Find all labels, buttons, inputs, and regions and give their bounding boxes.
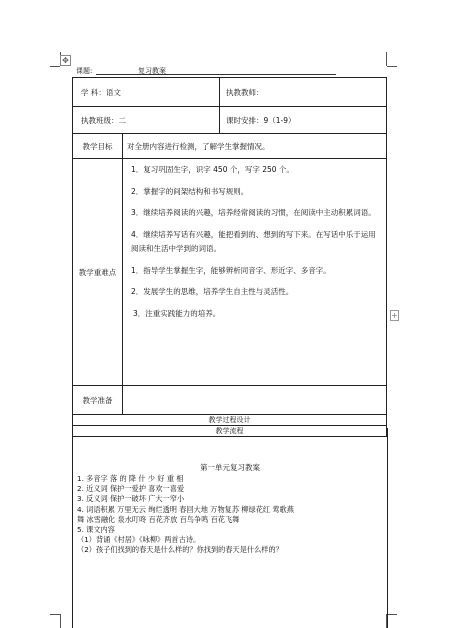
flow-content-area[interactable] <box>72 428 388 628</box>
goal-text[interactable]: 对全册内容进行检测，了解学生掌握情况。 <box>123 134 387 159</box>
review-line: （1）背诵《村居》《咏柳》两首古诗。 <box>77 535 201 545</box>
goal-label: 教学目标 <box>73 134 123 159</box>
crop-mark-top-left-h <box>50 66 60 67</box>
review-line: 4. 词语积累 万里无云 绚烂透明 春回大地 万物复苏 柳绿花红 莺歌燕 <box>77 504 294 514</box>
lesson-plan-table <box>72 77 387 437</box>
focus-item: 3．继续培养阅读的兴趣，培养经常阅读的习惯，在阅读中主动积累词语。 <box>131 208 376 217</box>
focus-item: 2．掌握字的间架结构和书写规则。 <box>131 186 249 196</box>
review-line: 3. 反义词 保护一破坏 广大一窄小 <box>77 494 185 504</box>
class-cell[interactable]: 执教班级：二 <box>73 107 220 134</box>
focus-list <box>127 159 382 321</box>
crop-mark-top-right-v <box>386 52 387 66</box>
crop-mark-bottom-right-h <box>387 614 397 615</box>
review-line: 2. 近义词 保护一爱护 喜欢一喜爱 <box>77 484 185 494</box>
focus-item: 3．注重实践能力的培养。 <box>133 308 221 318</box>
topic-label: 课题: <box>76 67 93 75</box>
table-resize-handle-icon[interactable]: + <box>391 311 398 320</box>
table-move-handle-icon[interactable]: ✥ <box>60 55 71 66</box>
schedule-cell[interactable]: 课时安排：9（1-9） <box>220 107 387 134</box>
unit-title: 第一单元复习教案 <box>200 463 260 472</box>
crop-mark-bottom-left-h <box>50 614 60 615</box>
review-line: （2）孩子们找到的春天是什么样的？你找到的春天是什么样的？ <box>77 545 283 555</box>
prep-label: 教学准备 <box>73 386 123 415</box>
process-header: 教学过程设计 <box>73 415 387 426</box>
subject-cell[interactable]: 学 科：语文 <box>73 78 220 107</box>
review-line: 5. 课文内容 <box>77 525 115 535</box>
topic-row <box>76 64 386 76</box>
focus-item: 1．指导学生掌握生字，能够辨析同音字、形近字、多音字。 <box>131 265 331 275</box>
topic-underline <box>96 74 336 75</box>
focus-item: 4．继续培养写话有兴趣，能把看到的、想到的写下来。在写话中乐于运用阅读和生活中学到的词语。 <box>131 229 376 253</box>
teacher-cell[interactable]: 执教教师： <box>220 78 387 107</box>
focus-item: 2．发展学生的思维，培养学生自主性与灵活性。 <box>131 287 294 296</box>
review-line: 舞 冰雪融化 泉水叮咚 百花齐放 百鸟争鸣 百花飞舞 <box>77 514 240 524</box>
flow-header: 教学流程 <box>73 426 387 437</box>
focus-item: 1．复习巩固生字，识字 450 个，写字 250 个。 <box>131 165 294 174</box>
prep-cell[interactable] <box>123 386 387 415</box>
review-line: 1. 多音字 落 的 降 什 少 好 重 相 <box>77 474 184 483</box>
topic-value[interactable]: 复习教案 <box>138 67 166 75</box>
focus-cell[interactable] <box>123 159 387 386</box>
focus-label: 教学重难点 <box>73 159 123 386</box>
crop-mark-bottom-left-v <box>60 614 61 628</box>
review-lines <box>77 474 383 556</box>
crop-mark-top-right-h <box>387 66 397 67</box>
